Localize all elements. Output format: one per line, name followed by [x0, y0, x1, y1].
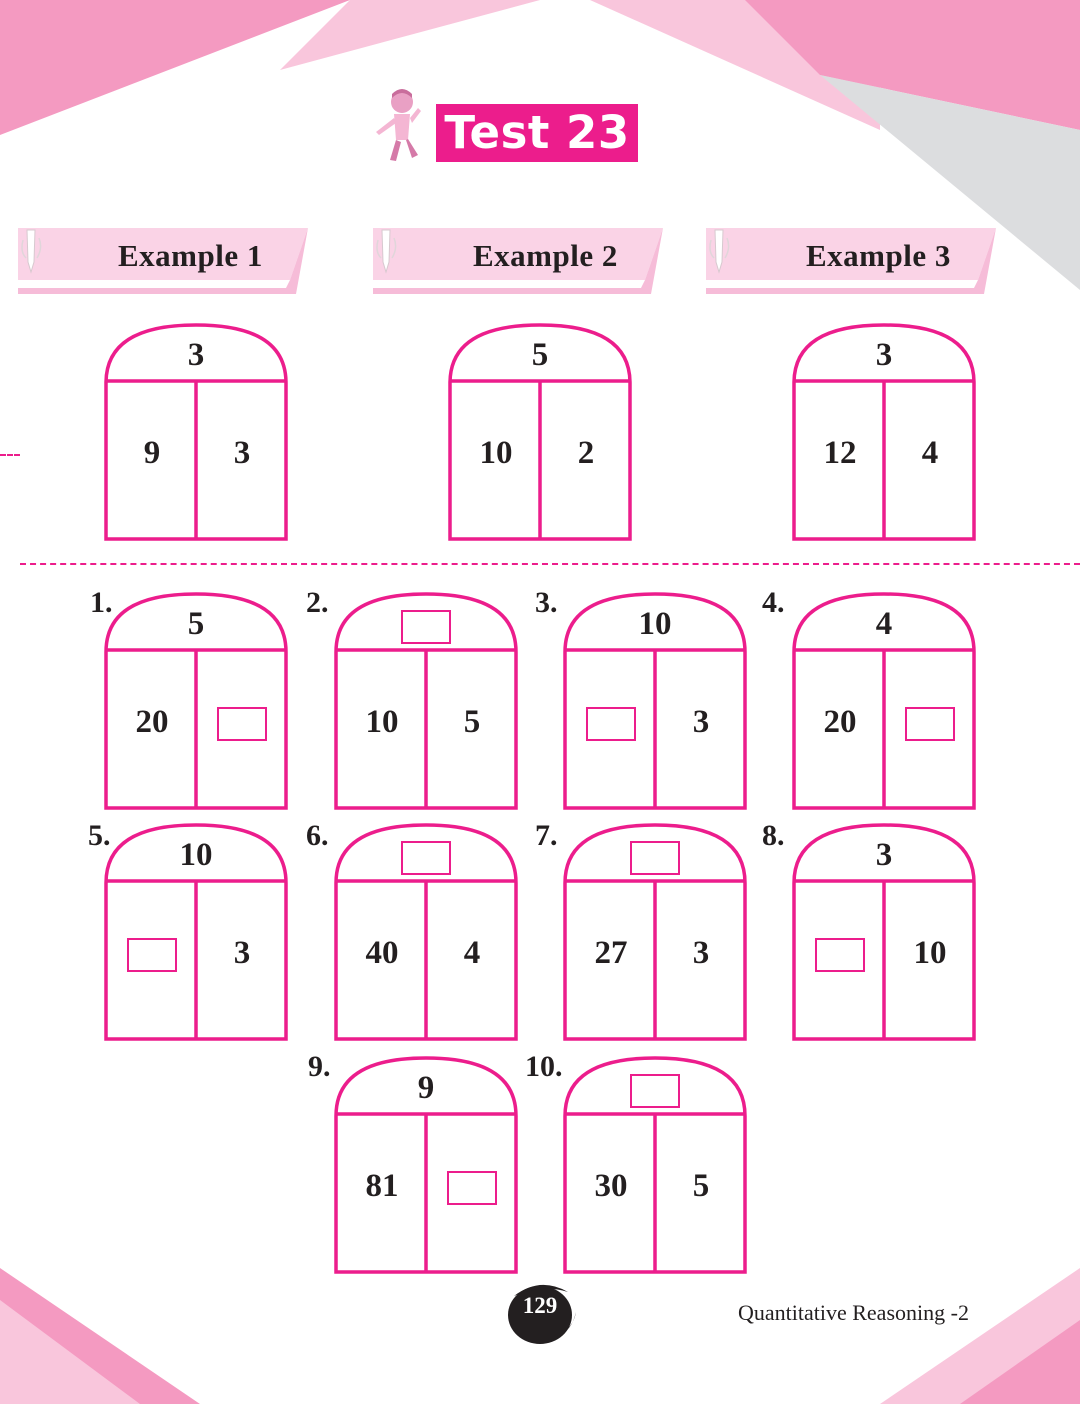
window-right-number: 3	[233, 935, 251, 971]
pencil-icon	[373, 228, 399, 274]
window-right-number: 2	[577, 435, 595, 471]
example-label: Example 2	[473, 238, 618, 273]
question-number: 5.	[88, 819, 111, 852]
window-top-number	[605, 835, 705, 875]
question-number: 9.	[308, 1050, 331, 1083]
question-window	[792, 592, 976, 810]
question-window	[104, 823, 288, 1041]
window-left-number: 20	[135, 704, 169, 740]
window-right-number: 3	[233, 435, 251, 471]
answer-box[interactable]	[630, 1074, 680, 1108]
question-window	[104, 592, 288, 810]
window-right-number	[198, 702, 286, 742]
answer-box[interactable]	[905, 707, 955, 741]
question-number: 7.	[535, 819, 558, 852]
question-number: 2.	[306, 586, 329, 619]
answer-box[interactable]	[401, 610, 451, 644]
question-number: 1.	[90, 586, 113, 619]
example-banner	[373, 228, 665, 298]
window-left-number: 40	[365, 935, 399, 971]
example-banner	[18, 228, 310, 298]
question-window	[334, 1056, 518, 1274]
window-top-number: 4	[875, 606, 893, 642]
window-right-number: 5	[692, 1168, 710, 1204]
answer-box[interactable]	[127, 938, 177, 972]
question-number: 8.	[762, 819, 785, 852]
question-number: 3.	[535, 586, 558, 619]
pencil-icon	[706, 228, 732, 274]
girl-character-icon	[372, 88, 428, 166]
corner-shape-top-left	[0, 0, 350, 135]
window-right-number: 3	[692, 935, 710, 971]
window-top-number: 10	[179, 837, 213, 873]
answer-box[interactable]	[630, 841, 680, 875]
window-left-number: 10	[479, 435, 513, 471]
question-window	[792, 823, 976, 1041]
page-number: 129	[522, 1293, 558, 1318]
window-left-number: 20	[823, 704, 857, 740]
question-window	[334, 592, 518, 810]
window-left-number: 9	[143, 435, 161, 471]
book-title: Quantitative Reasoning -2	[738, 1300, 969, 1325]
question-number: 6.	[306, 819, 329, 852]
window-top-number: 3	[875, 337, 893, 373]
pencil-icon	[18, 228, 44, 274]
example-window	[448, 323, 632, 541]
page-title: Test 23	[436, 104, 638, 162]
window-right-number: 3	[692, 704, 710, 740]
section-divider	[20, 563, 1080, 565]
window-right-number	[428, 1166, 516, 1206]
question-window	[563, 592, 747, 810]
window-left-number: 12	[823, 435, 857, 471]
question-window	[563, 823, 747, 1041]
window-top-number: 3	[875, 837, 893, 873]
window-left-number	[567, 702, 655, 742]
window-right-number: 4	[921, 435, 939, 471]
answer-box[interactable]	[401, 841, 451, 875]
window-right-number: 10	[913, 935, 947, 971]
window-right-number: 4	[463, 935, 481, 971]
window-left-number	[796, 933, 884, 973]
question-window	[563, 1056, 747, 1274]
question-number: 10.	[525, 1050, 563, 1083]
window-right-number	[886, 702, 974, 742]
example-label: Example 3	[806, 238, 951, 273]
window-top-number	[605, 1068, 705, 1108]
example-window	[104, 323, 288, 541]
window-top-number	[376, 604, 476, 644]
answer-box[interactable]	[447, 1171, 497, 1205]
question-window	[334, 823, 518, 1041]
answer-box[interactable]	[217, 707, 267, 741]
example-window	[792, 323, 976, 541]
window-top-number: 3	[187, 337, 205, 373]
window-top-number: 10	[638, 606, 672, 642]
side-dashed-line	[0, 454, 20, 456]
window-right-number: 5	[463, 704, 481, 740]
example-label: Example 1	[118, 238, 263, 273]
window-top-number	[376, 835, 476, 875]
answer-box[interactable]	[815, 938, 865, 972]
window-left-number	[108, 933, 196, 973]
window-top-number: 5	[187, 606, 205, 642]
page-header	[372, 88, 642, 168]
window-left-number: 27	[594, 935, 628, 971]
example-banner	[706, 228, 998, 298]
window-top-number: 9	[417, 1070, 435, 1106]
window-left-number: 30	[594, 1168, 628, 1204]
window-left-number: 10	[365, 704, 399, 740]
answer-box[interactable]	[586, 707, 636, 741]
window-top-number: 5	[531, 337, 549, 373]
window-left-number: 81	[365, 1168, 399, 1204]
question-number: 4.	[762, 586, 785, 619]
